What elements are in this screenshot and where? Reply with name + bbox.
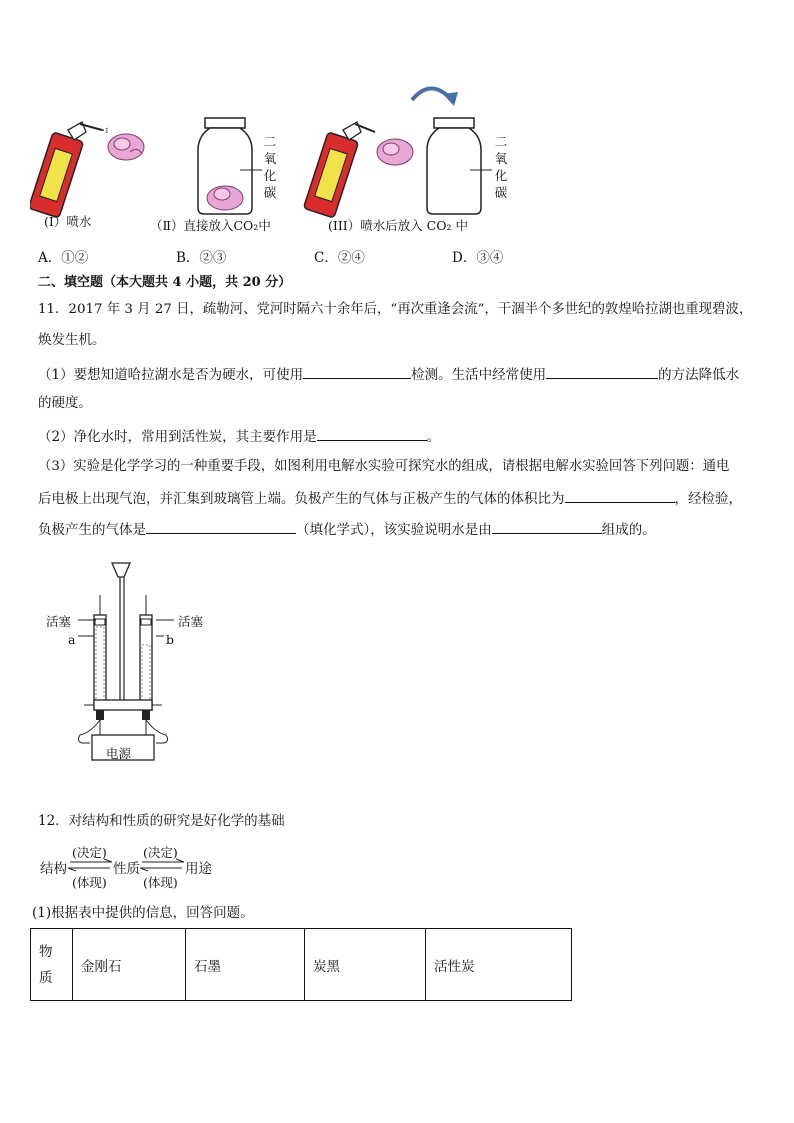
stopcock-label-right: 活塞	[178, 614, 204, 629]
table-cell-diamond: 金刚石	[73, 929, 186, 1001]
co2-vertical-label-1: 二 氧 化 碳	[263, 134, 277, 200]
answer-blank-1[interactable]	[303, 363, 411, 379]
table-cell-activated-carbon: 活性炭	[426, 929, 572, 1001]
label-property: 性质	[113, 861, 140, 877]
answer-blank-6[interactable]	[492, 518, 602, 534]
co2-vertical-label-2: 二 氧 化 碳	[494, 134, 508, 200]
double-arrow-icon-1	[68, 858, 114, 872]
q11-part3-line-3: 负极产生的气体是 （填化学式），该实验说明水是由 组成的。	[38, 518, 656, 540]
gas-jar-icon-1	[198, 118, 262, 214]
materials-table	[30, 928, 572, 1001]
gas-jar-icon-2	[427, 118, 492, 214]
answer-blank-2[interactable]	[546, 363, 658, 379]
q11-part3-line-2: 后电极上出现气泡，并汇集到玻璃管上端。负极产生的气体与正极产生的气体的体积比为 ，经检验，	[38, 487, 742, 509]
double-arrow-icon-2	[140, 858, 186, 872]
table-row	[31, 929, 572, 1001]
option-b: B．②③	[176, 250, 227, 266]
tube-label-a: a	[68, 632, 76, 647]
option-c: C．②④	[314, 250, 365, 266]
answer-blank-4[interactable]	[565, 487, 675, 503]
flower-icon-2	[377, 139, 413, 165]
stopcock-label-left: 活塞	[46, 614, 72, 629]
q11-part3-line-1: （3）实验是化学学习的一种重要手段，如图利用电解水实验可探究水的组成，请根据电解水实验回答下列问题：通电	[38, 459, 730, 474]
figure-label-iii: (III）喷水后放入 CO₂ 中	[328, 218, 468, 233]
label-structure: 结构	[40, 861, 67, 877]
answer-blank-3[interactable]	[317, 425, 427, 441]
q12-sub1: (1)根据表中提供的信息，回答问题。	[32, 905, 254, 921]
q11-line-1: 11．2017 年 3 月 27 日，疏勒河、党河时隔六十余年后，“再次重逢会流”，干涸半个多世纪的敦煌哈拉湖也重现碧波，	[38, 302, 753, 317]
figure-label-i: (I）喷水	[44, 214, 92, 229]
electrolysis-apparatus-drawing	[70, 555, 185, 770]
q12-title: 12．对结构和性质的研究是好化学的基础	[38, 813, 285, 829]
tube-label-b: b	[166, 632, 175, 647]
label-reflect-1: (体现)	[72, 875, 107, 890]
label-determine-2: (决定)	[143, 845, 178, 860]
figure-label-ii: （Ⅱ）直接放入CO₂中	[150, 218, 271, 233]
flower-experiment-drawing	[30, 80, 530, 220]
label-usage: 用途	[185, 861, 212, 877]
answer-blank-5[interactable]	[146, 518, 296, 534]
q11-line-2: 焕发生机。	[38, 332, 106, 348]
spray-bottle-icon-1	[30, 122, 109, 218]
label-reflect-2: (体现)	[143, 875, 178, 890]
section-title: 二、填空题（本大题共 4 小题，共 20 分）	[38, 275, 292, 290]
label-determine-1: (决定)	[72, 845, 107, 860]
table-cell-carbon-black: 炭黑	[305, 929, 426, 1001]
option-a: A．①②	[38, 250, 89, 266]
q11-part1-line-2: 的硬度。	[38, 395, 92, 411]
curved-arrow-icon	[412, 88, 458, 106]
q11-part1-line-1: （1）要想知道哈拉湖水是否为硬水，可使用 检测。生活中经常使用 的方法降低水	[38, 363, 739, 385]
power-source-label: 电源	[106, 746, 132, 761]
option-d: D．③④	[452, 250, 504, 266]
q11-part2: （2）净化水时，常用到活性炭，其主要作用是 。	[38, 425, 440, 447]
table-cell-graphite: 石墨	[186, 929, 305, 1001]
flower-icon-1	[108, 134, 144, 160]
table-header-cell: 物 质	[31, 929, 73, 1001]
spray-bottle-icon-2	[303, 122, 375, 218]
